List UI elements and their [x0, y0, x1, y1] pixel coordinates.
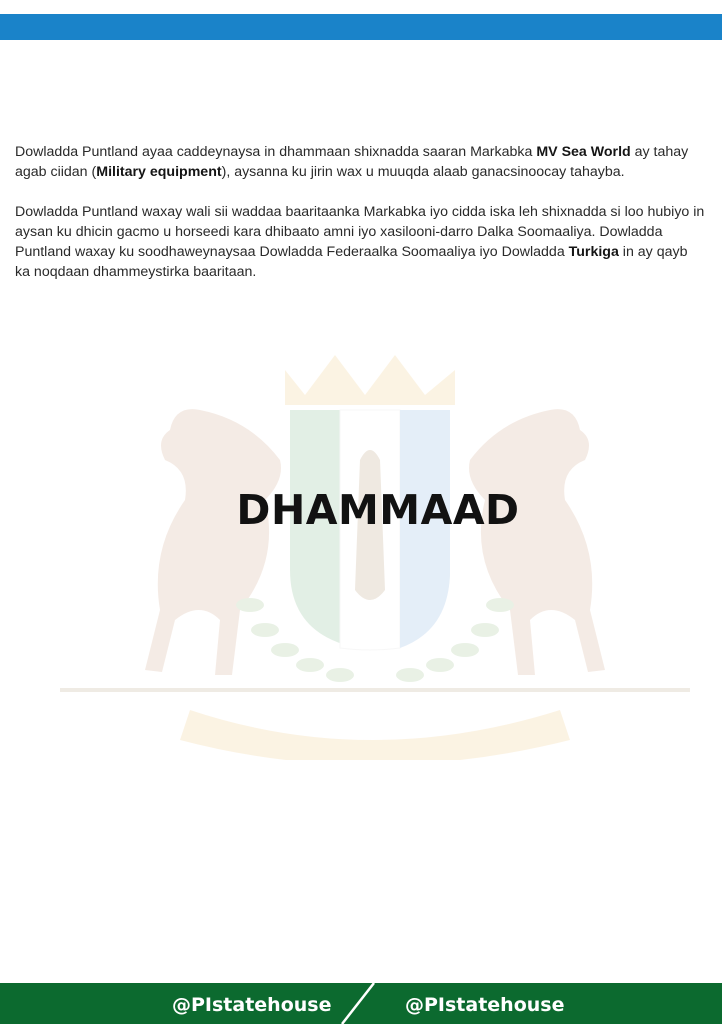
- paragraph-1-text-b: ay tahay agab ciidan (: [15, 144, 689, 180]
- turkey-term: Turkiga: [568, 244, 619, 260]
- military-equipment-term: Military equipment: [96, 164, 222, 180]
- social-handle-right[interactable]: @PIstatehouse: [405, 994, 565, 1016]
- puntland-coat-of-arms-icon: [50, 350, 700, 760]
- ship-name: MV Sea World: [536, 144, 631, 160]
- paragraph-1-text-c: ), aysanna ku jirin wax u muuqda alaab ganacsinoocay tahayba.: [221, 164, 625, 180]
- statement-body: [15, 142, 705, 302]
- end-title: DHAMMAAD: [236, 486, 520, 534]
- paragraph-1: [15, 142, 705, 182]
- paragraph-1-text-a: Dowladda Puntland ayaa caddeynaysa in dhammaan shixnadda saaran Markabka: [15, 144, 537, 160]
- top-accent-bar: [0, 14, 722, 40]
- paragraph-2: [15, 202, 705, 282]
- paragraph-2-text-b: in ay qayb ka noqdaan dhammeystirka baaritaan.: [15, 244, 688, 280]
- footer-bar: [0, 983, 722, 1024]
- slash-divider-icon: [338, 983, 378, 1024]
- social-handle-left[interactable]: @PIstatehouse: [172, 994, 332, 1016]
- paragraph-2-text-a: Dowladda Puntland waxay wali sii waddaa baaritaanka Markabka iyo cidda iska leh shixnadda si loo hubiyo in aysan ku dhicin gacmo u horseedi kara dhibaato amni iyo xasilooni-darro Dalka Soomaaliya. Dowladda Puntland waxay ku soodhaweynaysaa Dowladda Federaalka Soomaaliya iyo Dowladda: [15, 204, 705, 260]
